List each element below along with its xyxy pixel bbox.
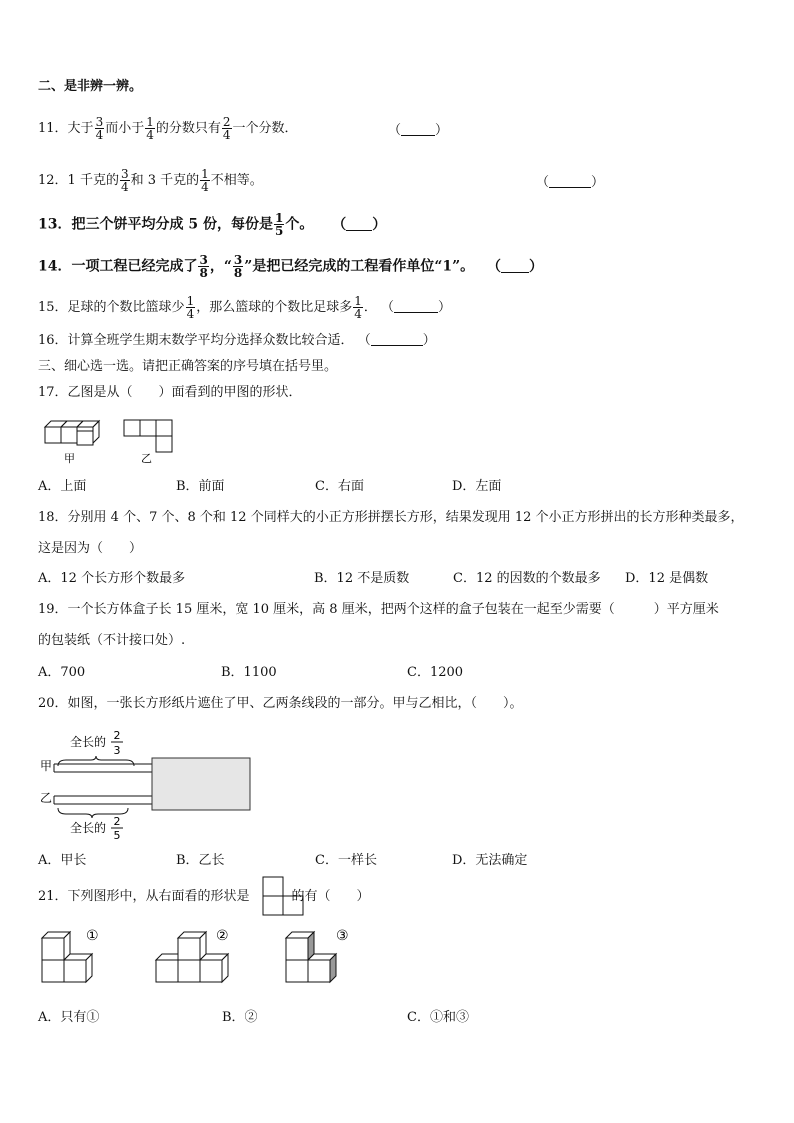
fraction: $\frac{2}{4}$ [222, 115, 231, 142]
option-19-a[interactable]: A．700 [38, 665, 86, 680]
question-19-line2: 的包装纸（不计接口处）. [38, 633, 186, 648]
question-11: 11．大于 $\frac{3}{4}$ 而小于 $\frac{1}{4}$ 的分数只有 $\frac{2}{4}$ 一个分数． [38, 115, 298, 142]
option-20-c[interactable]: C．一样长 [315, 853, 377, 868]
segment-yi [54, 796, 152, 804]
option-17-d[interactable]: D．左面 [452, 479, 502, 494]
option-20-d[interactable]: D．无法确定 [452, 853, 528, 868]
section-2-heading: 二、是非辨一辨。 [38, 79, 143, 94]
circle-2: ② [216, 928, 229, 944]
answer-blank-12[interactable]: （ ） [536, 175, 605, 190]
figure-3 [286, 932, 336, 982]
question-20: 20．如图，一张长方形纸片遮住了甲、乙两条线段的一部分。甲与乙相比，（ ）。 [38, 696, 523, 711]
option-19-c[interactable]: C．1200 [407, 665, 464, 680]
question-18-line2: 这是因为（ ） [38, 541, 143, 556]
fraction: $\frac{1}{4}$ [146, 115, 154, 142]
option-20-a[interactable]: A．甲长 [38, 853, 87, 868]
question-15: 15．足球的个数比篮球少 $\frac{1}{4}$ ，那么篮球的个数比足球多 $\frac{1}{4}$ ． （ ） [38, 294, 452, 321]
top-label: 全长的 [70, 735, 107, 749]
fraction: $\frac{3}{8}$ [233, 253, 243, 280]
fraction: $\frac{1}{4}$ [186, 294, 195, 321]
option-17-c[interactable]: C．右面 [315, 479, 364, 494]
question-16: 16．计算全班学生期末数学平均分选择众数比较合适． （ ） [38, 333, 436, 348]
question-18-line1: 18．分别用 4 个、7 个、8 个和 12 个同样大的小正方形拼摆长方形，结果发现用 12 个小正方形拼出的长方形种类最多， [38, 510, 744, 525]
label-yi: 乙 [141, 452, 152, 465]
circle-3: ③ [336, 928, 349, 944]
question-19-line1: 19．一个长方体盒子长 15 厘米，宽 10 厘米，高 8 厘米，把两个这样的盒子包装在一起至少需要（ ）平方厘米 [38, 602, 719, 617]
label-yi: 乙 [40, 791, 53, 805]
label-jia: 甲 [40, 759, 53, 773]
answer-blank-16[interactable]: （ ） [357, 333, 436, 348]
q17-figure [40, 414, 200, 466]
top-frac-den: 3 [113, 744, 121, 757]
answer-blank-14[interactable]: （ ） [487, 258, 544, 275]
covering-paper [152, 758, 250, 810]
fraction: $\frac{3}{8}$ [199, 253, 208, 280]
label-jia: 甲 [64, 452, 75, 465]
option-18-c[interactable]: C．12 的因数的个数最多 [453, 571, 601, 586]
figure-1 [42, 932, 92, 982]
answer-blank-15[interactable]: （ ） [381, 300, 452, 315]
shape-yi [124, 420, 172, 452]
bottom-frac-num: 2 [113, 815, 121, 828]
cube-group-jia [45, 421, 99, 445]
option-17-a[interactable]: A．上面 [38, 479, 87, 494]
option-21-c[interactable]: C．①和③ [407, 1010, 469, 1025]
section-3-heading: 三、细心选一选。请把正确答案的序号填在括号里。 [38, 359, 338, 374]
fraction: $\frac{1}{4}$ [354, 294, 362, 321]
option-21-a[interactable]: A．只有① [38, 1010, 100, 1025]
option-21-b[interactable]: B．② [222, 1010, 258, 1025]
option-18-a[interactable]: A．12 个长方形个数最多 [38, 571, 186, 586]
top-frac-num: 2 [113, 729, 121, 742]
question-21: 21．下列图形中，从右面看的形状是 的有（ ） [38, 889, 370, 904]
question-13: 13．把三个饼平均分成 5 份，每份是 $\frac{1}{5}$ 个。 （ ） [38, 211, 387, 238]
bottom-frac-den: 5 [113, 829, 121, 840]
answer-blank-13[interactable]: （ ） [332, 216, 387, 233]
circle-1: ① [86, 928, 99, 944]
option-17-b[interactable]: B．前面 [176, 479, 225, 494]
q20-figure [36, 728, 260, 840]
question-17: 17．乙图是从（ ）面看到的甲图的形状． [38, 385, 302, 400]
answer-blank-11[interactable]: （ ） [388, 123, 449, 138]
fraction: $\frac{1}{5}$ [274, 211, 284, 238]
option-18-b[interactable]: B．12 不是质数 [314, 571, 410, 586]
fraction: $\frac{1}{4}$ [201, 167, 209, 194]
fraction: $\frac{3}{4}$ [95, 115, 104, 142]
q21-right-view-shape [262, 876, 306, 918]
option-18-d[interactable]: D．12 是偶数 [625, 571, 709, 586]
option-20-b[interactable]: B．乙长 [176, 853, 225, 868]
fraction: $\frac{3}{4}$ [120, 167, 129, 194]
option-19-b[interactable]: B．1100 [221, 665, 277, 680]
segment-jia [54, 764, 152, 772]
bottom-label: 全长的 [70, 821, 107, 835]
q21-figures [38, 924, 368, 986]
question-12: 12．1 千克的 $\frac{3}{4}$ 和 3 千克的 $\frac{1}{4}$ 不相等。 [38, 167, 263, 194]
question-14: 14．一项工程已经完成了 $\frac{3}{8}$ ，“ $\frac{3}{8}$ ”是把已经完成的工程看作单位“1”。 （ ） [38, 253, 544, 280]
